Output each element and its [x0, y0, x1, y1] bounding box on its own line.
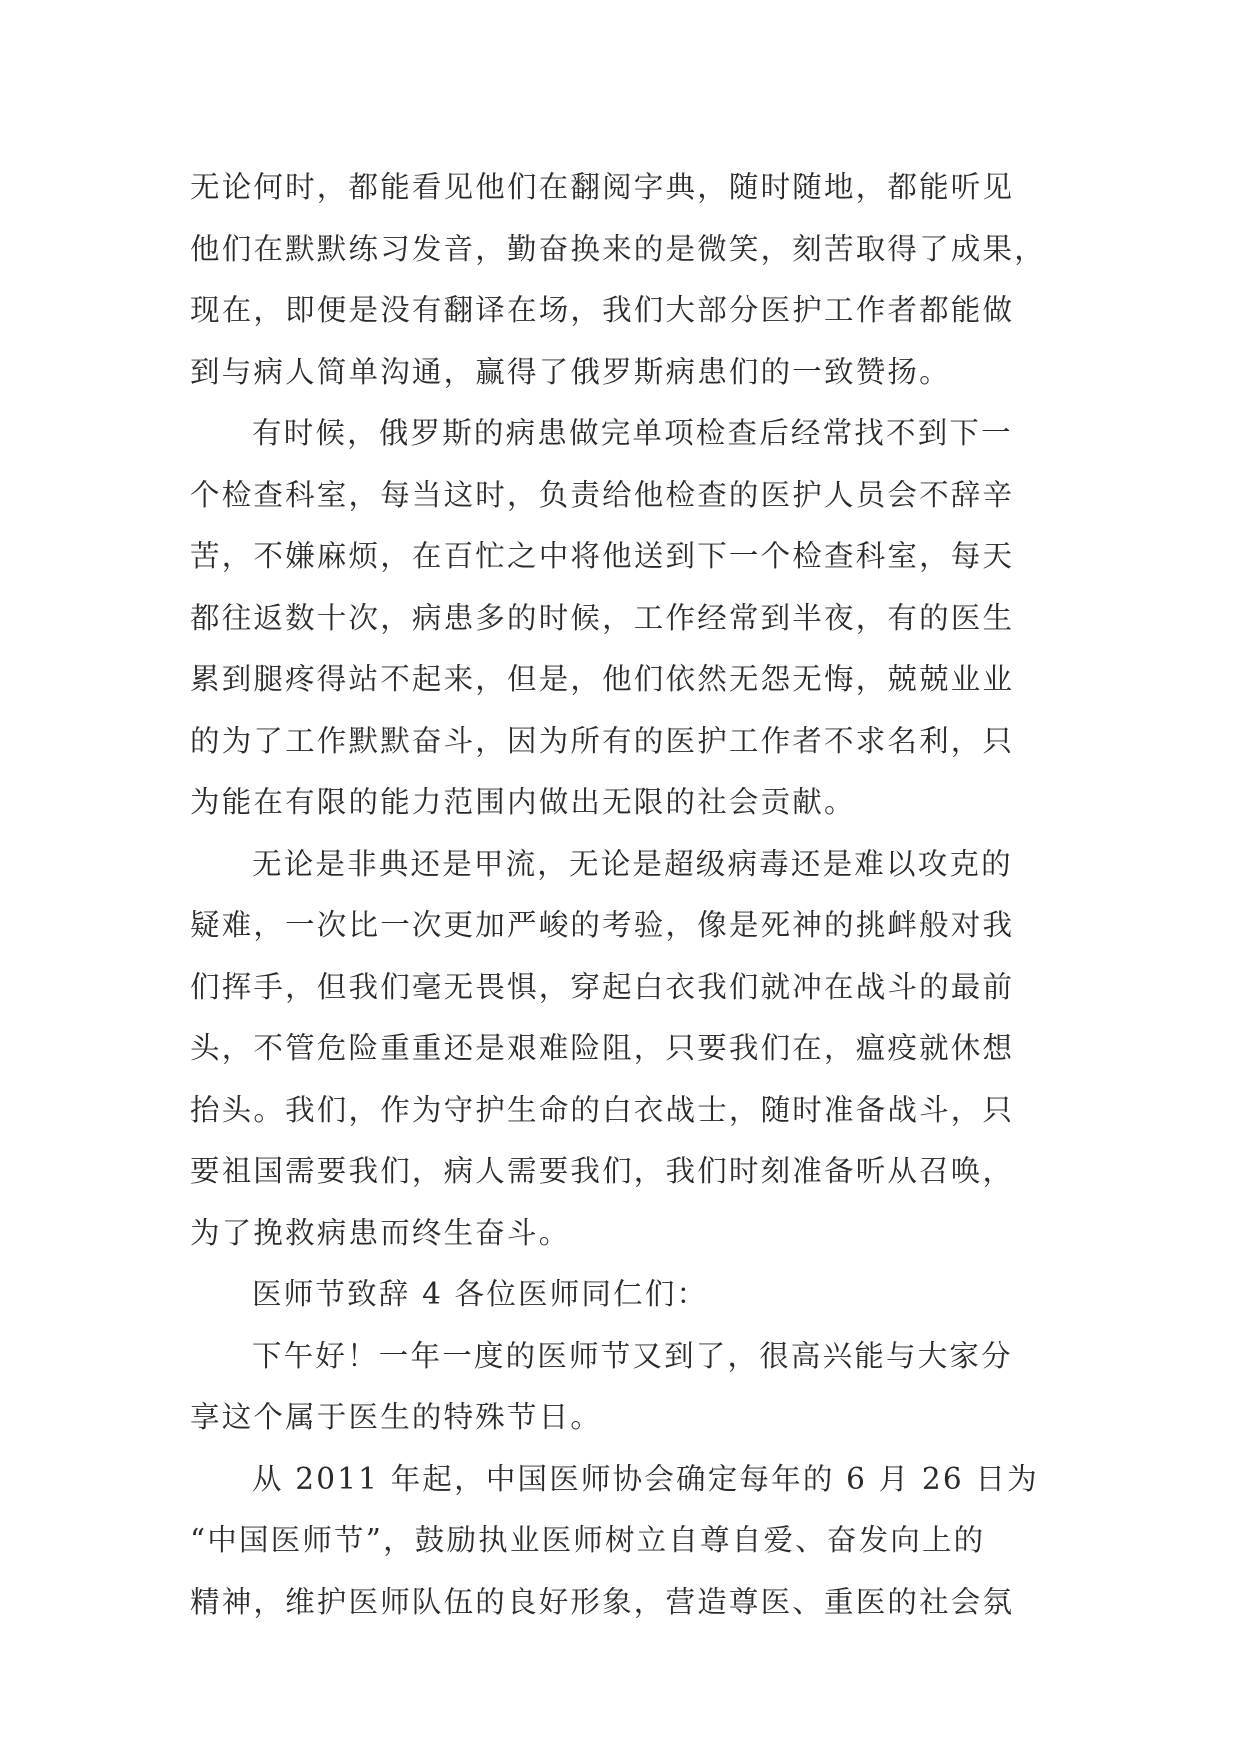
text-line-4: 到与病人简单沟通，赢得了俄罗斯病患们的一致赞扬。 [190, 354, 951, 389]
text-line-16: 抬头。我们，作为守护生命的白衣战士，随时准备战斗，只 [190, 1092, 1015, 1127]
text-line-7: 苦，不嫌麻烦，在百忙之中将他送到下一个检查科室，每天 [190, 539, 1015, 573]
text-line-12: 无论是非典还是甲流，无论是超级病毒还是难以攻克的 [252, 846, 1013, 881]
text-line-6: 个检查科室，每当这时，负责给他检查的医护人员会不辞辛 [190, 477, 1015, 512]
text-line-10: 的为了工作默默奋斗，因为所有的医护工作者不求名利，只 [190, 723, 1015, 758]
text-line-20: 下午好！一年一度的医师节又到了，很高兴能与大家分 [252, 1338, 1013, 1373]
text-line-14: 们挥手，但我们毫无畏惧，穿起白衣我们就冲在战斗的最前 [190, 969, 1015, 1004]
text-line-11: 为能在有限的能力范围内做出无限的社会贡献。 [190, 785, 856, 819]
text-line-21: 享这个属于医生的特殊节日。 [190, 1400, 603, 1434]
text-line-2: 他们在默默练习发音，勤奋换来的是微笑，刻苦取得了成果， [190, 231, 1046, 266]
text-line-19: 医师节致辞 4 各位医师同仁们： [252, 1277, 709, 1311]
text-line-13: 疑难，一次比一次更加严峻的考验，像是死神的挑衅般对我 [190, 908, 1015, 942]
text-line-17: 要祖国需要我们，病人需要我们，我们时刻准备听从召唤， [190, 1154, 1015, 1188]
text-line-18: 为了挽救病患而终生奋斗。 [190, 1215, 571, 1250]
text-line-8: 都往返数十次，病患多的时候，工作经常到半夜，有的医生 [190, 600, 1015, 635]
text-line-15: 头，不管危险重重还是艰难险阻，只要我们在，瘟疫就休想 [190, 1031, 1015, 1065]
document-body [190, 157, 1060, 1633]
text-line-5: 有时候，俄罗斯的病患做完单项检查后经常找不到下一 [252, 416, 1013, 450]
text-line-24: 精神，维护医师队伍的良好形象，营造尊医、重医的社会氛 [190, 1584, 1015, 1619]
text-line-9: 累到腿疼得站不起来，但是，他们依然无怨无悔，兢兢业业 [190, 662, 1015, 696]
text-line-3: 现在，即便是没有翻译在场，我们大部分医护工作者都能做 [190, 293, 1015, 327]
text-line-22: 从 2011 年起，中国医师协会确定每年的 6 月 26 日为 [252, 1461, 1039, 1496]
text-line-23: “中国医师节”，鼓励执业医师树立自尊自爱、奋发向上的 [190, 1523, 986, 1557]
text-line-1: 无论何时，都能看见他们在翻阅字典，随时随地，都能听见 [190, 170, 1015, 204]
